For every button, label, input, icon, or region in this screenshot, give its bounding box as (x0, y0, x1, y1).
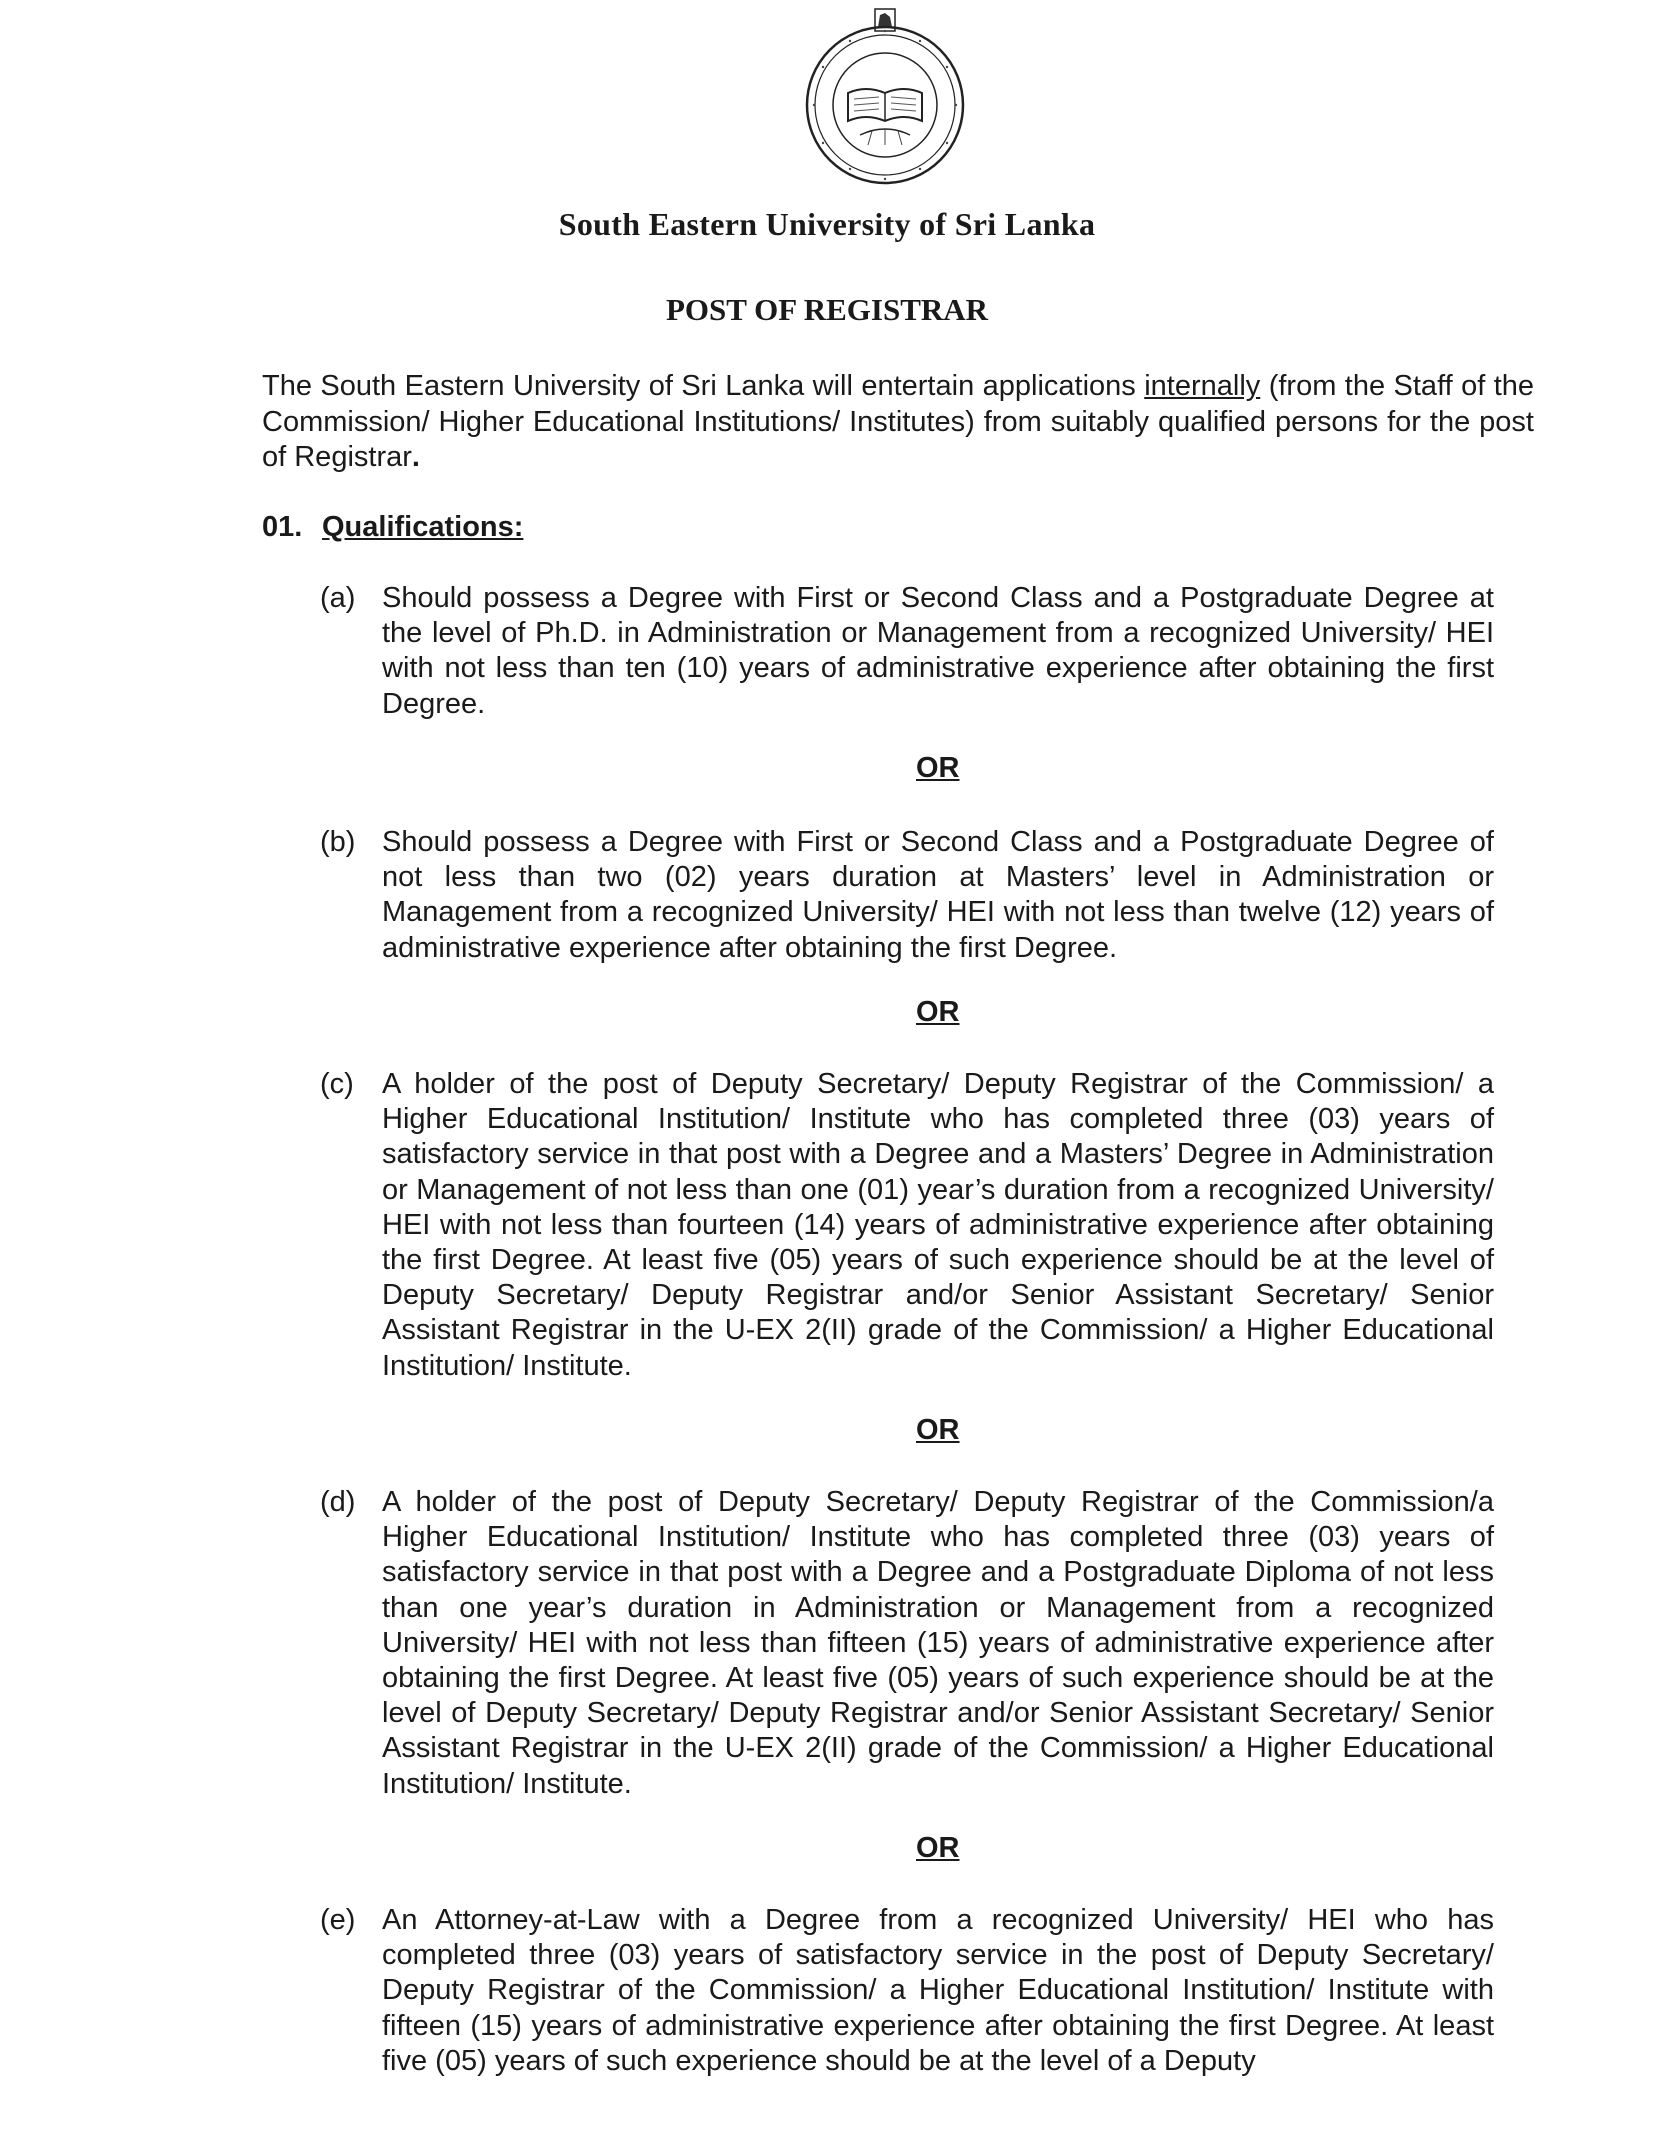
post-title: POST OF REGISTRAR (665, 292, 989, 327)
or-separator: OR (916, 1414, 960, 1446)
intro-text-end: . (411, 441, 420, 473)
item-text: Should possess a Degree with First or Second Class and a Postgraduate Degree at the level of Ph.D. in Administration or Management from a recognized University/ HEI with not less than ten (10) years of administrative experience after obtaining the first Degree. (382, 582, 1494, 720)
section-heading (262, 511, 523, 544)
or-separator: OR (916, 1832, 960, 1864)
item-label: (a) (320, 582, 356, 614)
qualification-item-b (320, 825, 1494, 966)
intro-text-rest: (from the Staff of the Commission/ Higher Educational Institutions/ Institutes) from suitably qualified persons for the post of Registrar (262, 370, 1535, 473)
item-label: (d) (320, 1486, 356, 1518)
qualification-item-d (320, 1485, 1494, 1802)
qualification-item-a (320, 581, 1494, 722)
item-label: (b) (320, 826, 356, 858)
or-separator: OR (916, 752, 960, 784)
item-text: A holder of the post of Deputy Secretary/ Deputy Registrar of the Commission/ a Higher Educational Institution/ Institute who has completed three (03) years of satisfactory service in that post with a Degree and a Masters’ Degree in Administration or Management of not less than one (01) year’s duration from a recognized University/ HEI with not less than fourteen (14) years of administrative experience after obtaining the first Degree. At least five (05) years of such experience should be at the level of Deputy Secretary/ Deputy Registrar and/or Senior Assistant Secretary/ Senior Assistant Registrar in the U-EX 2(II) grade of the Commission/ a Higher Educational Institution/ Institute. (382, 1068, 1494, 1382)
item-text: Should possess a Degree with First or Second Class and a Postgraduate Degree of not less than two (02) years duration at Masters’ level in Administration or Management from a recognized University/ HEI with not less than twelve (12) years of administrative experience after obtaining the first Degree. (382, 826, 1494, 964)
section-title: Qualifications: (322, 511, 524, 543)
item-text: A holder of the post of Deputy Secretary/ Deputy Registrar of the Commission/a Higher Educational Institution/ Institute who has completed three (03) years of satisfactory service in that post with a Degree and a Postgraduate Diploma of not less than one year’s duration in Administration or Management from a recognized University/ HEI with not less than fifteen (15) years of administrative experience after obtaining the first Degree. At least five (05) years of such experience should be at the level of Deputy Secretary/ Deputy Registrar and/or Senior Assistant Secretary/ Senior Assistant Registrar in the U-EX 2(II) grade of the Commission/ a Higher Educational Institution/ Institute. (382, 1486, 1494, 1800)
item-label: (c) (320, 1068, 354, 1100)
item-label: (e) (320, 1904, 356, 1936)
university-crest-logo (790, 5, 980, 190)
or-separator: OR (916, 996, 960, 1028)
item-text: An Attorney-at-Law with a Degree from a recognized University/ HEI who has completed three (03) years of satisfactory service in the post of Deputy Secretary/ Deputy Registrar of the Commission/ a Higher Educational Institution/ Institute with fifteen (15) years of administrative experience after obtaining the first Degree. At least five (05) years of such experience should be at the level of a Deputy (382, 1904, 1494, 2077)
intro-underlined-word: internally (1144, 370, 1261, 402)
qualification-item-e (320, 1903, 1494, 2079)
intro-paragraph (262, 369, 1534, 476)
section-number: 01. (262, 511, 303, 543)
university-name: South Eastern University of Sri Lanka (558, 206, 1096, 242)
qualification-item-c (320, 1067, 1494, 1384)
intro-text-start: The South Eastern University of Sri Lanka will entertain applications (262, 370, 1145, 402)
